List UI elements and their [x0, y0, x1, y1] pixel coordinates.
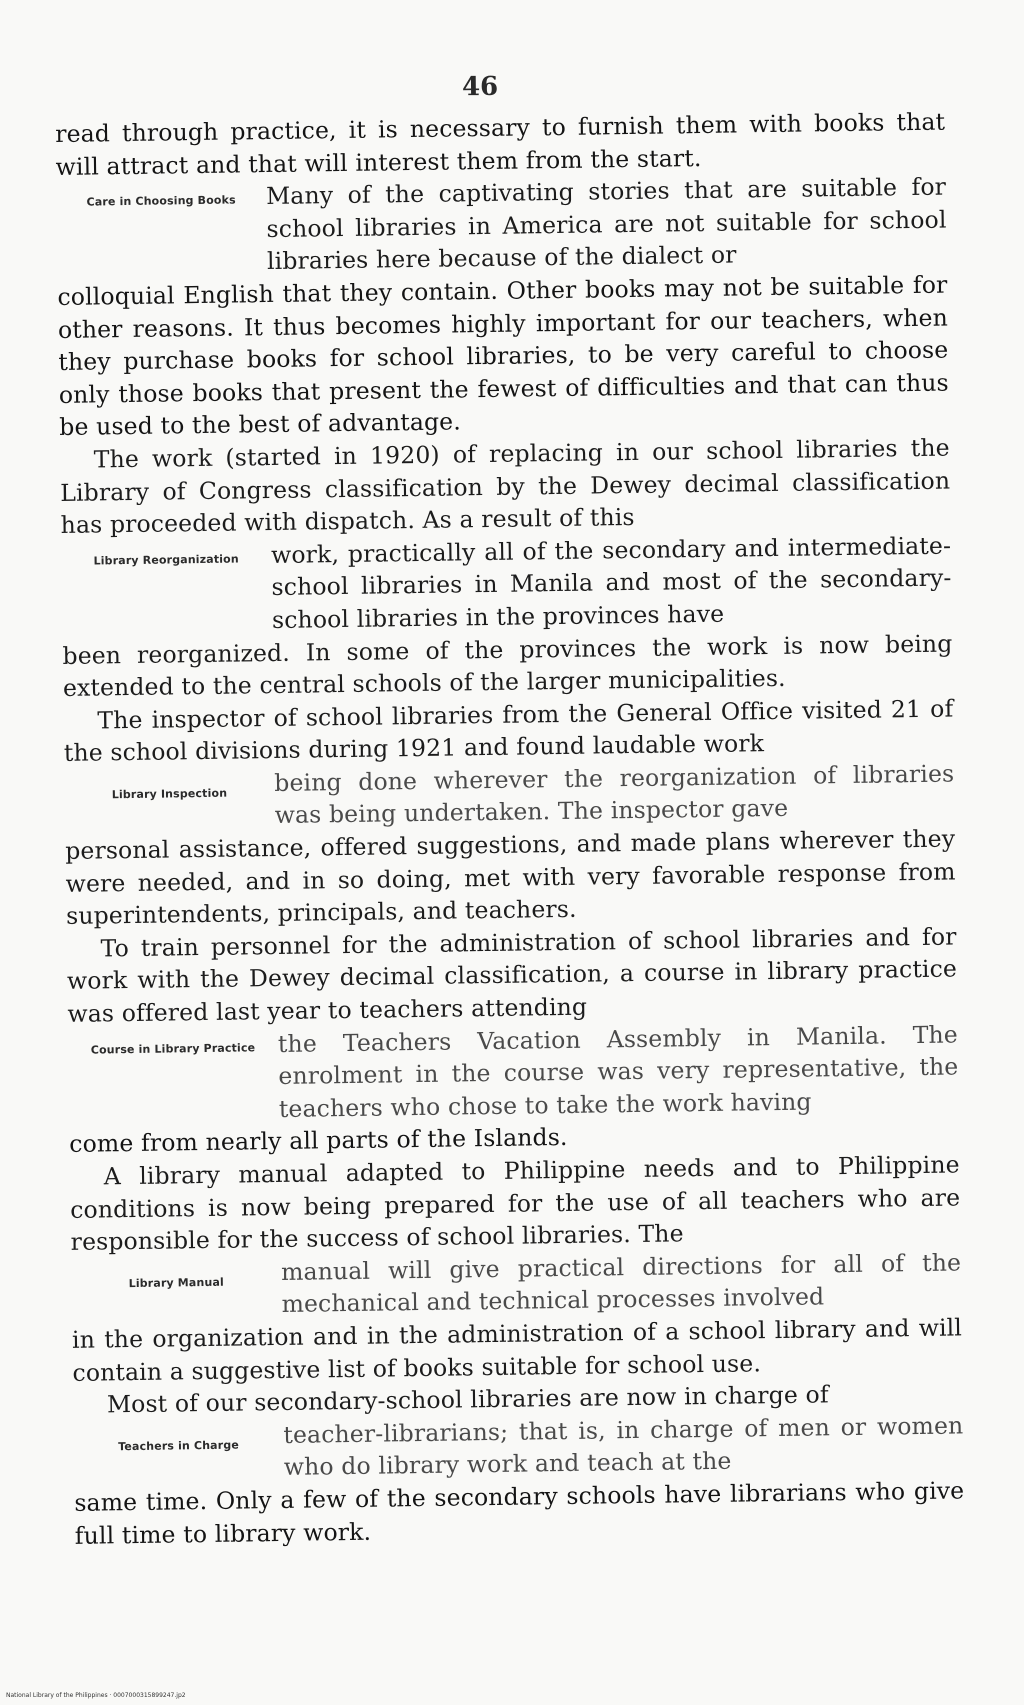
page-number: 46: [461, 71, 499, 103]
float-block-teachers-in-charge: [73, 1409, 964, 1487]
paragraph: work, practically all of the secondary and intermediate-school libraries in Manila and most of the secondary-school libraries in the provinces have: [270, 531, 952, 634]
side-heading-care-in-choosing-books: Care in Choosing Books: [86, 193, 236, 209]
paragraph: colloquial English that they contain. Other books may not be suitable for other reasons. It thus becomes highly important for our teachers, when they purchase books for school libraries, to be very careful to choose only those books that present the fewest of difficulties and that can thus be used to the best of advantage.: [57, 270, 949, 442]
side-heading-library-manual: Library Manual: [128, 1275, 224, 1290]
float-block-care-in-choosing-books: [56, 171, 947, 281]
paragraph: the Teachers Vacation Assembly in Manila. The enrolment in the course was very representative, the teachers who chose to take the work having: [277, 1020, 959, 1123]
paragraph: in the organization and in the administration of a school library and will contain a suggestive list of books suitable for school use.: [71, 1313, 963, 1387]
paragraph: The inspector of school libraries from the General Office visited 21 of the school divisions during 1921 and found laudable work: [63, 694, 954, 768]
footer-caption: National Library of the Philippines · 0007000315899247.jp2: [6, 1692, 186, 1699]
side-heading-teachers-in-charge: Teachers in Charge: [118, 1438, 240, 1453]
paragraph: manual will give practical directions for all of the mechanical and technical processes involved: [280, 1248, 962, 1319]
side-heading-course-in-library-practice: Course in Library Practice: [90, 1040, 256, 1057]
body-text: [55, 106, 965, 1552]
paragraph: Many of the captivating stories that are suitable for school libraries in America are not suitable for school libraries here because of the dialect or: [265, 172, 947, 276]
paragraph: come from nearly all parts of the Islands.: [69, 1123, 568, 1159]
paragraph: teacher-librarians; that is, in charge of men or women who do library work and teach at the: [283, 1411, 964, 1482]
paragraph: personal assistance, offered suggestions, and made plans wherever they were needed, and in so doing, met with very favorable response from superintendents, principals, and teachers.: [65, 824, 956, 931]
paragraph: being done wherever the reorganization of libraries was being undertaken. The inspector gave: [274, 759, 955, 830]
paragraph: A library manual adapted to Philippine needs and to Philippine conditions is now being prepared for the use of all teachers who are responsible for the success of school libraries. The: [70, 1150, 961, 1257]
paragraph: The work (started in 1920) of replacing in our school libraries the Library of Congress classification by the Dewey decimal classification has proceeded with dispatch. As a result of this: [60, 433, 951, 540]
float-block-library-reorganization: [61, 529, 952, 639]
paragraph: To train personnel for the administration of school libraries and for work with the Dewey decimal classification, a course in library practice was offered last year to teachers attending: [66, 922, 958, 1028]
paragraph: same time. Only a few of the secondary schools have librarians who give full time to library work.: [74, 1476, 965, 1550]
paragraph: Most of our secondary-school libraries are now in charge of: [106, 1380, 829, 1419]
float-block-library-manual: [71, 1246, 962, 1324]
side-heading-library-reorganization: Library Reorganization: [93, 552, 239, 568]
float-block-library-inspection: [64, 757, 955, 835]
paragraph: read through practice, it is necessary to furnish them with books that will attract and that will interest them from the start.: [55, 107, 946, 181]
float-block-course-in-library-practice: [68, 1018, 959, 1128]
side-heading-library-inspection: Library Inspection: [111, 786, 228, 802]
paragraph: been reorganized. In some of the provinces the work is now being extended to the central schools of the larger municipalities.: [62, 629, 953, 703]
